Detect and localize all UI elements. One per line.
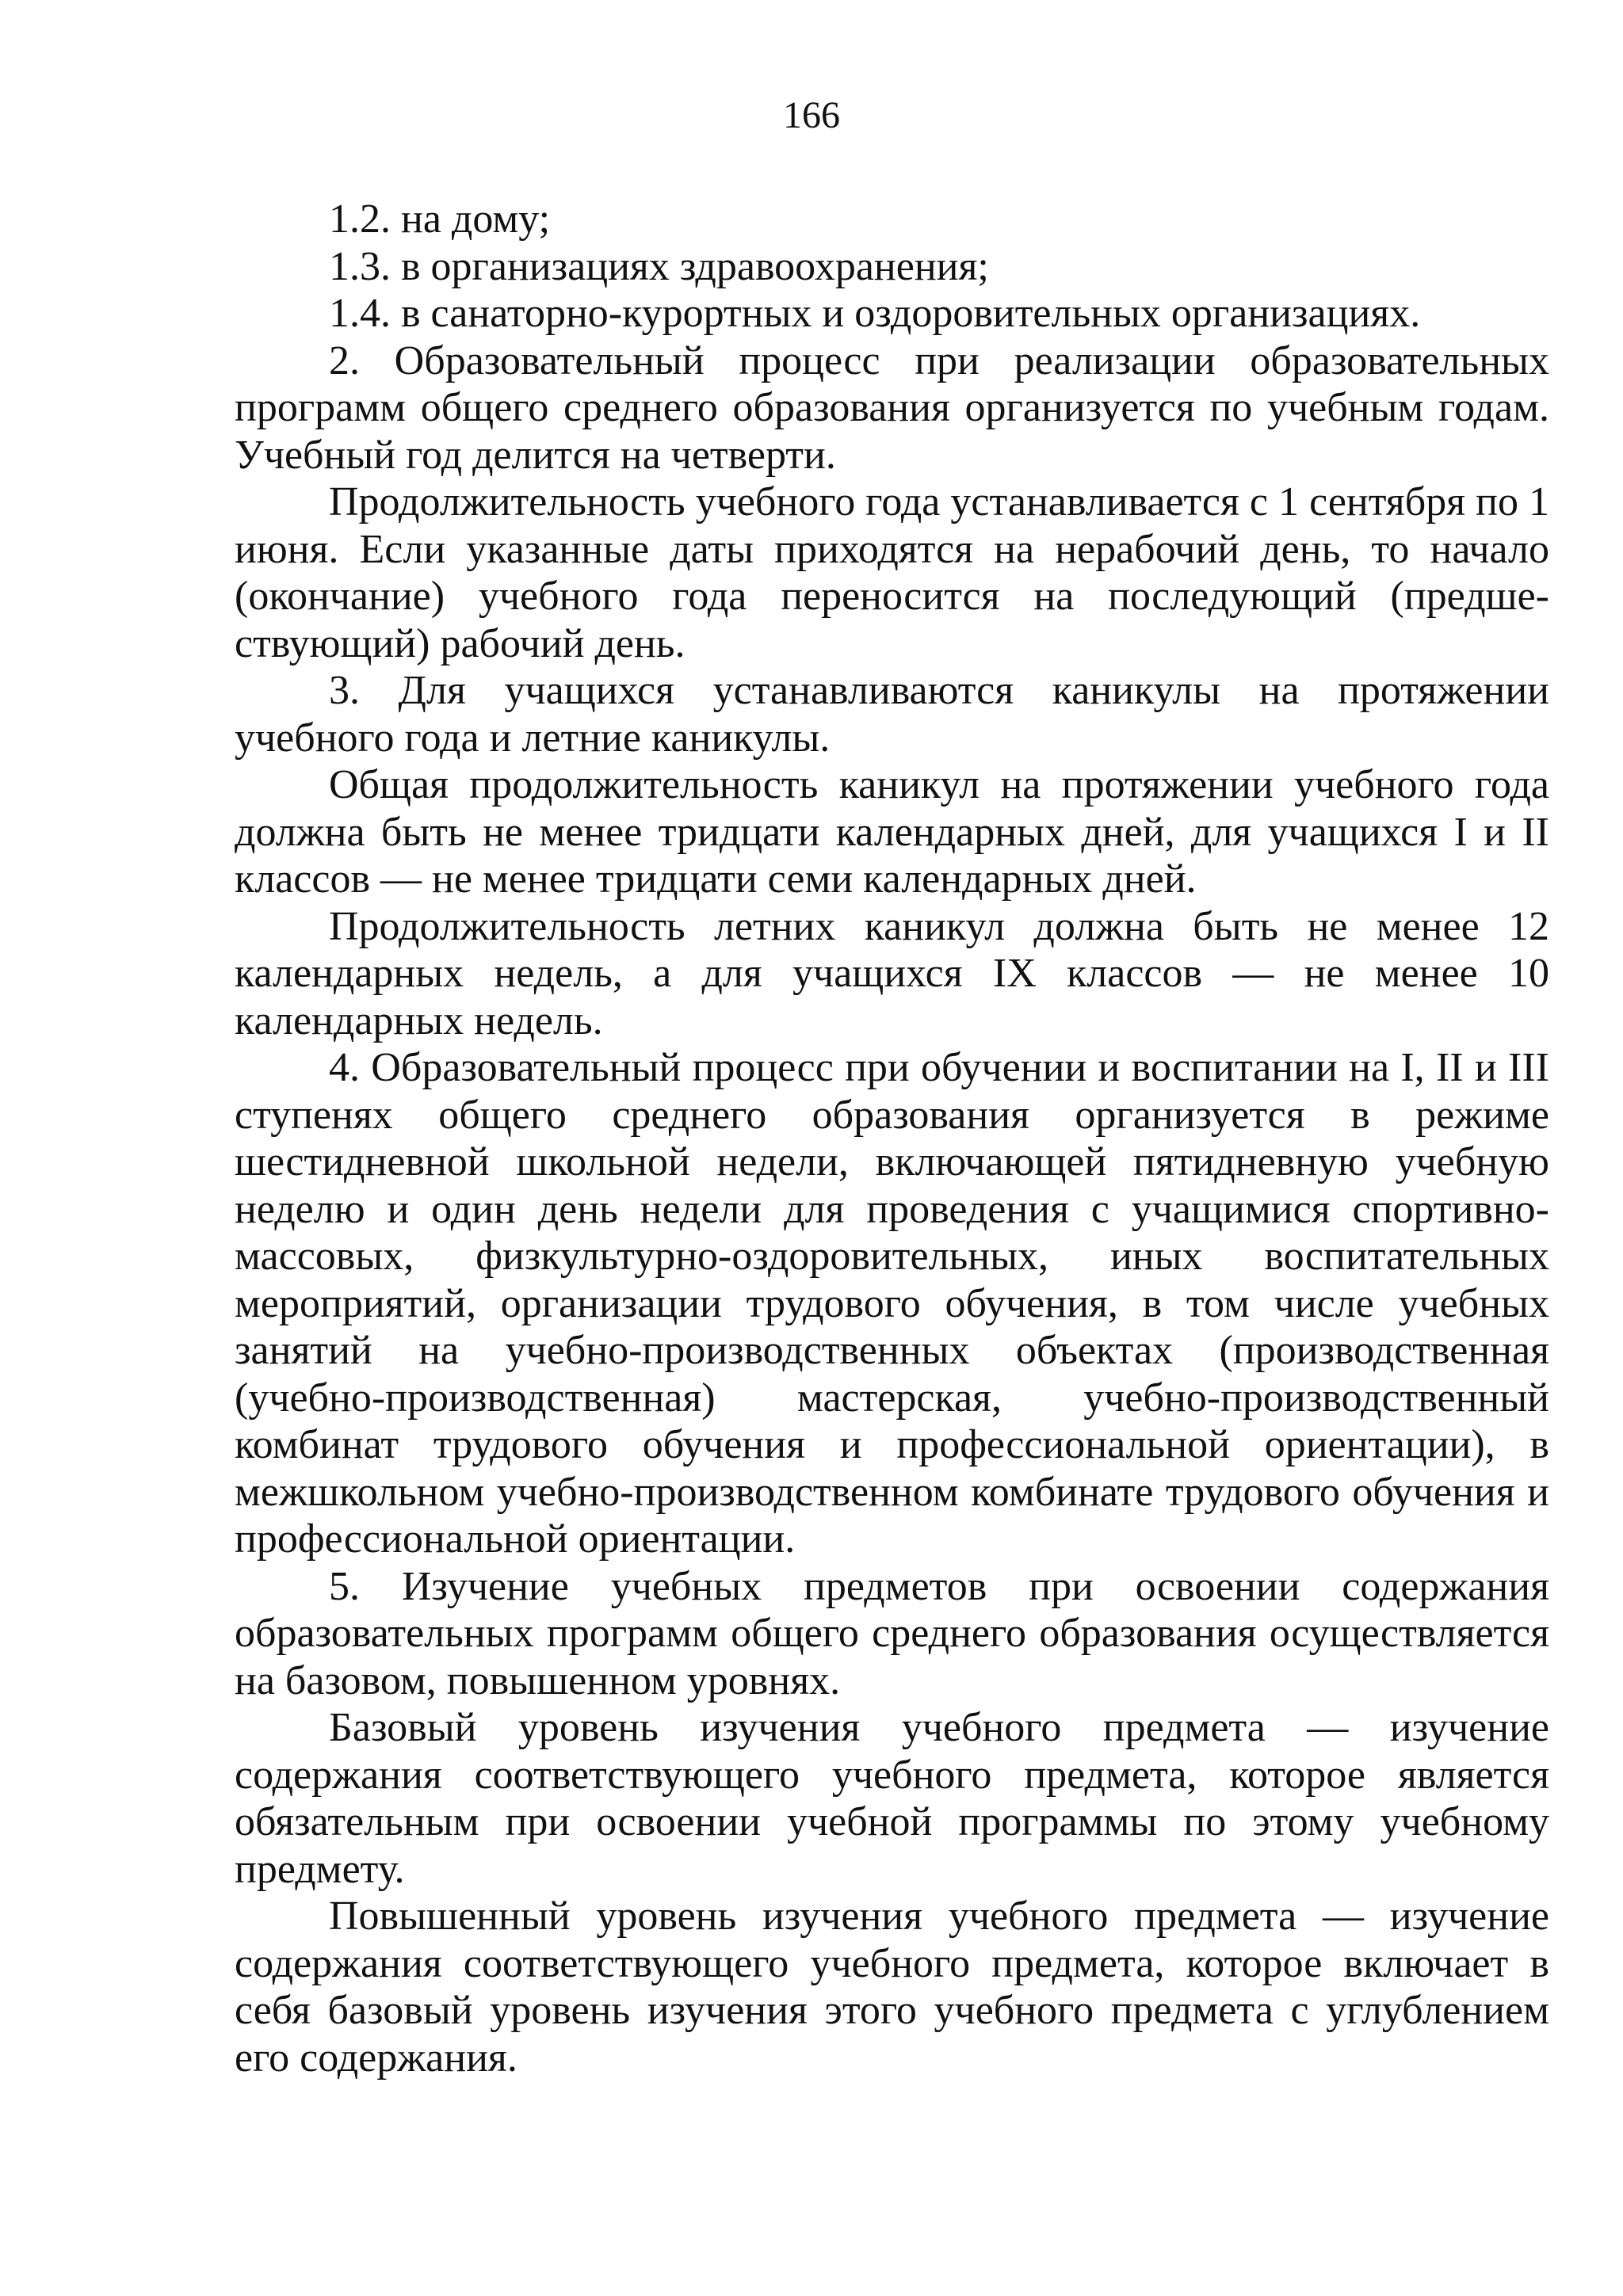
paragraph-2: 2. Образовательный процесс при реализации образовательных программ общего среднего образования организуется по учебным годам. Учебный год делится на четверти. bbox=[235, 338, 1549, 478]
paragraph-4: 4. Образовательный процесс при обучении и воспитании на I, II и III ступенях общего среднего образования организуется в режиме шестидневной школьной недели, включающей пятидневную учебную неделю и один день недели для проведения с учащимися спортивно-массовых, физкультурно-оздоровительных, иных воспитательных мероприятий, организации трудового обучения, в том числе учебных занятий на учебно-производственных объектах (производственная (учебно-производственная) мастерская, учебно-производственный комбинат трудового обучения и профессиональной ориентации), в межшкольном учебно-производственном комбинате трудового обучения и профессиональной ориентации. bbox=[235, 1045, 1549, 1562]
paragraph-1-2: 1.2. на дому; bbox=[329, 196, 551, 242]
paragraph-2-duration: Продолжительность учебного года устанавливается с 1 сентября по 1 июня. Если указанные даты приходятся на нерабочий день, то начало (окончание) учебного года переносится на последующий (предшествующий) рабочий день. bbox=[235, 479, 1549, 666]
paragraph-3-total-holidays: Общая продолжительность каникул на протяжении учебного года должна быть не менее тридцати календарных дней, для учащихся I и II классов — не менее тридцати семи календарных дней. bbox=[235, 762, 1549, 902]
paragraph-3-summer-holidays: Продолжительность летних каникул должна быть не менее 12 календарных недель, а для учащихся IX классов — не менее 10 календарных недель. bbox=[235, 903, 1549, 1043]
paragraph-5: 5. Изучение учебных предметов при освоении содержания образовательных программ общего среднего образования осуществляется на базовом, повышенном уровнях. bbox=[235, 1563, 1549, 1703]
paragraph-5-basic-level: Базовый уровень изучения учебного предмета — изучение содержания соответствующего учебного предмета, которое является обязательным при освоении учебной программы по этому учебному предмету. bbox=[235, 1705, 1549, 1892]
paragraph-1-3: 1.3. в организациях здравоохранения; bbox=[329, 243, 989, 289]
paragraph-3: 3. Для учащихся устанавливаются каникулы на протяжении учебного года и летние каникулы. bbox=[235, 668, 1549, 761]
paragraph-1-4: 1.4. в санаторно-курортных и оздоровительных организациях. bbox=[329, 291, 1421, 336]
paragraph-5-advanced-level: Повышенный уровень изучения учебного предмета — изучение содержания соответствующего учебного предмета, которое включает в себя базовый уровень изучения этого учебного предмета с углублением его содержания. bbox=[235, 1894, 1549, 2081]
page-number: 166 bbox=[783, 94, 840, 136]
document-body bbox=[235, 196, 1549, 2081]
